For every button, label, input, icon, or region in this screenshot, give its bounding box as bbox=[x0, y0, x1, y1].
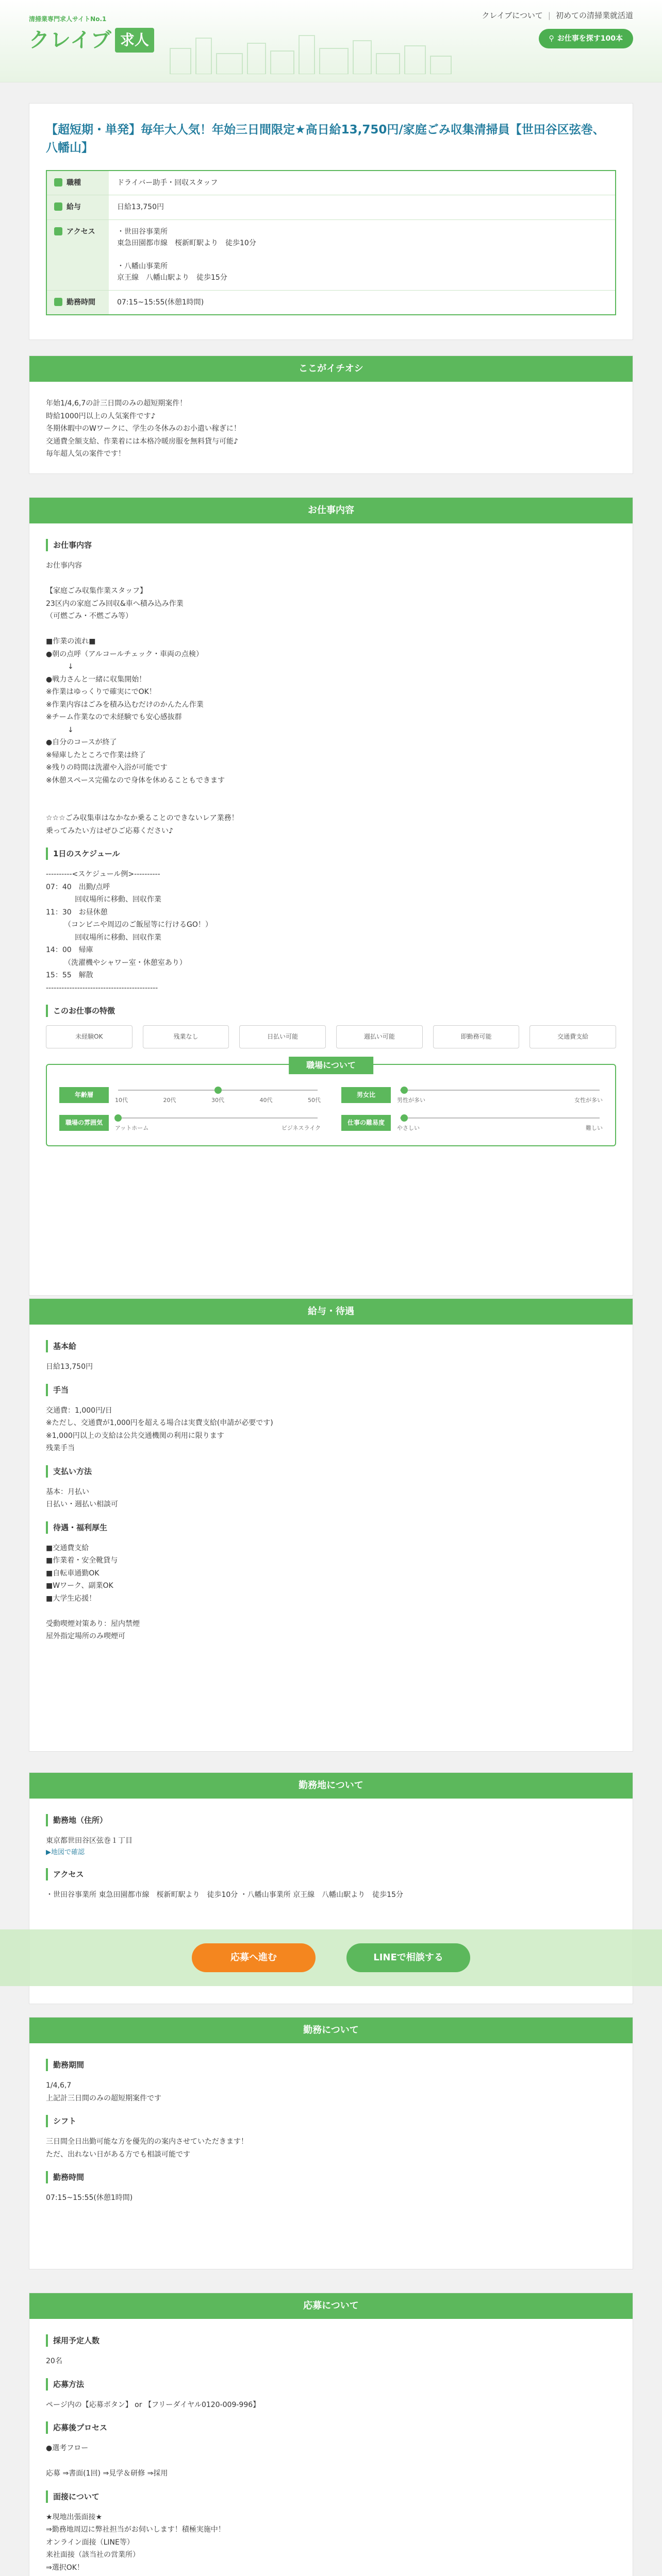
scale-tick-label: 女性が多い bbox=[574, 1097, 603, 1104]
apply-card bbox=[29, 2293, 633, 2576]
subheading: 勤務地（住所） bbox=[46, 1814, 616, 1826]
atmosphere-row bbox=[341, 1086, 603, 1104]
info-key: アクセス bbox=[67, 227, 95, 236]
link-about[interactable]: クレイブについて bbox=[482, 11, 543, 20]
scale-marker bbox=[214, 1087, 222, 1094]
scale-tick-label: アットホーム bbox=[115, 1125, 149, 1132]
job-search-button[interactable] bbox=[539, 29, 634, 48]
scale-tick-label: 20代 bbox=[163, 1097, 176, 1104]
city-skyline-illustration bbox=[165, 33, 454, 74]
site-logo[interactable] bbox=[29, 24, 154, 57]
work-address: 東京都世田谷区弦巻１丁目 bbox=[46, 1837, 133, 1845]
info-value: 07:15~15:55(休憩1時間) bbox=[117, 298, 204, 307]
highlight-text: 年始1/4,6,7の計三日間のみの超短期案件！ 時給1000円以上の人気案件です♪ 冬期休暇中のWワークに、学生の冬休みのお小遣い稼ぎに！ 交通費全額支給、作業着には本格冷暖房服を無料貸与可能♪ 毎年超人気の案件です！ bbox=[46, 399, 241, 458]
scale-marker bbox=[401, 1114, 408, 1122]
subheading: このお仕事の特徴 bbox=[46, 1005, 616, 1017]
subheading: 支払い方法 bbox=[46, 1465, 616, 1478]
atmosphere-row bbox=[59, 1086, 321, 1104]
search-icon: ⚲ bbox=[549, 35, 554, 43]
atmosphere-scale bbox=[397, 1086, 603, 1104]
atmosphere-tag: 職場の雰囲気 bbox=[59, 1115, 109, 1131]
benefits: ■交通費支給 ■作業着・安全靴貸与 ■自転車通勤OK ■Wワーク、副業OK ■大学生応援！ 受動喫煙対策あり：屋内禁煙 屋外指定場所のみ喫煙可 bbox=[46, 1544, 140, 1640]
link-first-guide[interactable]: 初めての清掃業就活道 bbox=[555, 11, 633, 20]
scale-ticks bbox=[397, 1096, 603, 1105]
info-row-access bbox=[47, 219, 615, 290]
feature-tag: 週払い可能 bbox=[336, 1025, 423, 1048]
shift-text: 三日間全日出勤可能な方を優先的の案内させていただきます！ ただ、出れない日がある方でも相談可能です bbox=[46, 2138, 248, 2159]
scale-ticks bbox=[115, 1096, 321, 1105]
feature-tag: 日払い可能 bbox=[239, 1025, 326, 1048]
atmosphere-label: 職場について bbox=[289, 1057, 373, 1074]
info-key: 職種 bbox=[67, 179, 81, 187]
scale-tick-label: やさしい bbox=[397, 1125, 420, 1132]
salary-card bbox=[29, 1298, 633, 1752]
scale-tick-label: 40代 bbox=[259, 1097, 273, 1104]
apply-method: ページ内の【応募ボタン】 or 【フリーダイヤル0120-009-996】 bbox=[46, 2400, 260, 2409]
workplace-atmosphere bbox=[46, 1060, 616, 1146]
scale-ticks bbox=[115, 1124, 321, 1133]
section-heading: お仕事内容 bbox=[29, 498, 633, 523]
header-links bbox=[482, 9, 633, 22]
subheading: 1日のスケジュール bbox=[46, 848, 616, 860]
feature-tag: 残業なし bbox=[143, 1025, 229, 1048]
map-link[interactable]: ▶地図で確認 bbox=[46, 1848, 85, 1856]
payment-method: 基本：月払い 日払い・週払い相談可 bbox=[46, 1487, 118, 1509]
site-tagline: 清掃業専門求人サイトNo.1 bbox=[29, 15, 107, 23]
scale-tick-label: 30代 bbox=[211, 1097, 224, 1104]
job-title: 【超短期・単発】毎年大人気！年始三日間限定★高日給13,750円/家庭ごみ収集清掃員【世田谷区弦巻、八幡山】 bbox=[46, 123, 605, 155]
scale-marker bbox=[401, 1087, 408, 1094]
subheading: お仕事内容 bbox=[46, 539, 616, 551]
yen-icon bbox=[54, 202, 62, 211]
briefcase-icon bbox=[54, 178, 62, 187]
scale-marker bbox=[114, 1114, 122, 1122]
job-overview-card bbox=[29, 103, 633, 340]
scale-tick-label: 男性が多い bbox=[397, 1097, 425, 1104]
schedule-card bbox=[29, 2017, 633, 2269]
atmosphere-scale bbox=[115, 1113, 321, 1132]
site-header bbox=[0, 0, 662, 82]
subheading: 採用予定人数 bbox=[46, 2334, 616, 2347]
subheading: 応募後プロセス bbox=[46, 2421, 616, 2434]
subheading: シフト bbox=[46, 2115, 616, 2127]
section-heading: 応募について bbox=[29, 2293, 633, 2319]
logo-badge: 求人 bbox=[115, 28, 154, 53]
subheading: 勤務時間 bbox=[46, 2171, 616, 2183]
base-salary: 日給13,750円 bbox=[46, 1363, 93, 1371]
logo-name: クレイブ bbox=[29, 28, 112, 52]
scale-line bbox=[400, 1090, 600, 1091]
scale-tick-label: 難しい bbox=[586, 1125, 603, 1132]
scale-tick-label: ビジネスライク bbox=[281, 1125, 321, 1132]
daily-schedule: ----------<スケジュール例>---------- 07：40 出勤/点呼 回収場所に移動、回収作業 11：30 お昼休憩 （コンビニや周辺のご飯屋等に行けるGO！） 回収場所に移動、回収作業 14：00 帰庫 （洗濯機やシャワー室・休憩室あり） 15：55 解散 ------------------------------------------- bbox=[46, 870, 212, 992]
job-info-table bbox=[46, 170, 616, 315]
hiring-count: 20名 bbox=[46, 2357, 62, 2365]
work-hours: 07:15~15:55(休憩1時間) bbox=[46, 2194, 133, 2202]
interview-info: ★現地出張面接★ ⇒勤務地周辺に弊社担当がお伺いします！積極実施中！ オンライン面接（LINE等） 来社面接（該当社の営業所） ⇒選択OK！ bbox=[46, 2513, 225, 2572]
section-heading: 勤務地について bbox=[29, 1773, 633, 1799]
clock-icon bbox=[54, 298, 62, 306]
subheading: 待遇・福利厚生 bbox=[46, 1521, 616, 1534]
subheading: 勤務期間 bbox=[46, 2059, 616, 2071]
atmosphere-tag: 年齢層 bbox=[59, 1087, 109, 1103]
apply-button[interactable]: 応募へ進む bbox=[192, 1943, 316, 1972]
subheading: アクセス bbox=[46, 1868, 616, 1880]
floating-cta-bar bbox=[0, 1929, 662, 1986]
scale-line bbox=[118, 1117, 318, 1118]
atmosphere-row bbox=[59, 1113, 321, 1132]
scale-ticks bbox=[397, 1124, 603, 1133]
section-heading: 勤務について bbox=[29, 2018, 633, 2043]
atmosphere-scale bbox=[397, 1113, 603, 1132]
work-content-card bbox=[29, 497, 633, 1296]
feature-tags bbox=[46, 1025, 616, 1048]
info-key: 勤務時間 bbox=[67, 298, 95, 307]
atmosphere-row bbox=[341, 1113, 603, 1132]
allowances: 交通費：1,000円/日 ※ただし、交通費が1,000円を超える場合は実費支給(申請が必要です) ※1,000円以上の支給は公共交通機関の利用に限ります 残業手当 bbox=[46, 1406, 273, 1452]
work-period: 1/4,6,7 上記計三日間のみの超短期案件です bbox=[46, 2081, 161, 2103]
scale-tick-label: 50代 bbox=[308, 1097, 321, 1104]
selection-process: ●選考フロー 応募 ⇒書面(1回) ⇒見学＆研修 ⇒採用 bbox=[46, 2444, 168, 2478]
atmosphere-scale bbox=[115, 1086, 321, 1104]
section-heading: ここがイチオシ bbox=[29, 356, 633, 382]
info-row-salary bbox=[47, 195, 615, 219]
info-value: ・世田谷事業所 東急田園都市線 桜新町駅より 徒歩10分 ・八幡山事業所 京王線 八幡山駅より 徒歩15分 bbox=[117, 227, 256, 282]
feature-tag: 即勤務可能 bbox=[433, 1025, 520, 1048]
line-consult-button[interactable]: LINEで相談する bbox=[346, 1943, 470, 1972]
info-key: 給与 bbox=[67, 203, 81, 212]
subheading: 手当 bbox=[46, 1384, 616, 1396]
link-separator: | bbox=[548, 11, 551, 20]
info-row-occupation bbox=[47, 171, 615, 195]
subheading: 応募方法 bbox=[46, 2378, 616, 2391]
feature-tag: 未経験OK bbox=[46, 1025, 133, 1048]
job-search-label: お仕事を探す100本 bbox=[557, 35, 623, 43]
info-value: ドライバー助手・回収スタッフ bbox=[117, 179, 218, 187]
feature-tag: 交通費支給 bbox=[529, 1025, 616, 1048]
map-pin-icon bbox=[54, 227, 62, 235]
atmosphere-tag: 仕事の難易度 bbox=[341, 1115, 391, 1131]
info-row-hours bbox=[47, 290, 615, 314]
subheading: 基本給 bbox=[46, 1340, 616, 1352]
scale-line bbox=[400, 1117, 600, 1118]
atmosphere-tag: 男女比 bbox=[341, 1087, 391, 1103]
info-value: 日給13,750円 bbox=[117, 203, 164, 212]
highlight-card bbox=[29, 355, 633, 474]
section-heading: 給与・待遇 bbox=[29, 1299, 633, 1325]
subheading: 面接について bbox=[46, 2490, 616, 2503]
work-description: お仕事内容 【家庭ごみ収集作業スタッフ】 23区内の家庭ごみ回収&車へ積み込み作業 （可燃ごみ・不燃ごみ等） ■作業の流れ■ ●朝の点呼（アルコールチェック・車両の点検） ↓ ●戦力さんと一緒に収集開始！ ※作業はゆっくりで確実にでOK！ ※作業内容はごみを積み込むだけのかんたん作業 ※チーム作業なので未経験でも安心感抜群 ↓ ●自分のコースが終了 ※帰庫したところで作業は終了 ※残りの時間は洗濯や入浴が可能です ※休憩スペース完備なので身体を休めることもできます ☆☆☆ごみ収集車はなかなか乗ることのできないレア業務！ 乗ってみたい方はぜひご応募ください♪ bbox=[46, 562, 239, 835]
access-text: ・世田谷事業所 東急田園都市線 桜新町駅より 徒歩10分 ・八幡山事業所 京王線 八幡山駅より 徒歩15分 bbox=[46, 1891, 403, 1900]
scale-tick-label: 10代 bbox=[115, 1097, 128, 1104]
